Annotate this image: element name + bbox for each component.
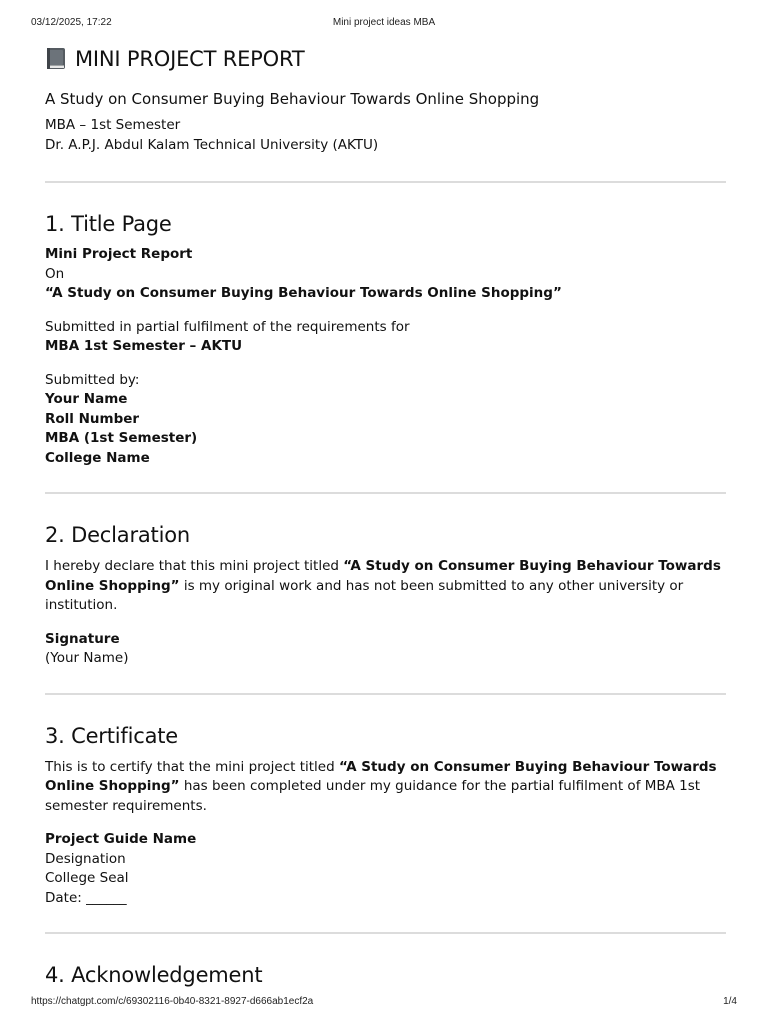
declaration-text-start: I hereby declare that this mini project titled (45, 558, 344, 574)
signature-label: Signature (45, 630, 120, 647)
print-footer (31, 996, 737, 1010)
semester-line: MBA – 1st Semester (45, 117, 181, 133)
print-datetime: 03/12/2025, 17:22 (31, 17, 112, 28)
document-content (45, 43, 726, 989)
print-page-title: Mini project ideas MBA (332, 17, 436, 28)
certificate-text-start: This is to certify that the mini project titled (45, 758, 339, 775)
course-line: MBA 1st Semester – AKTU (45, 338, 243, 354)
title-page-line1: Mini Project Report (45, 246, 193, 262)
divider (45, 492, 726, 494)
title-page-line2: On (45, 265, 65, 282)
name-line: Your Name (45, 391, 128, 407)
guide-designation: Designation (45, 850, 126, 867)
submitted-by-label: Submitted by: (45, 371, 140, 388)
signature-block (45, 630, 726, 669)
guide-block (45, 830, 726, 908)
divider (45, 181, 726, 183)
divider (45, 932, 726, 934)
roll-line: Roll Number (45, 410, 140, 427)
declaration-project-title: “A Study on Consumer Buying Behaviour Towards Online Shopping” (45, 558, 721, 594)
section-heading-acknowledgement: 4. Acknowledgement (45, 963, 263, 987)
college-seal: College Seal (45, 870, 129, 886)
print-url: https://chatgpt.com/c/69302116-0b40-8321-8927-d666ab1ecf2a (31, 996, 314, 1007)
certificate-date: Date: ______ (45, 889, 127, 906)
print-page-number: 1/4 (723, 996, 737, 1007)
book-icon (45, 47, 67, 71)
university-line: Dr. A.P.J. Abdul Kalam Technical University (AKTU) (45, 136, 379, 153)
guide-name: Project Guide Name (45, 831, 197, 847)
certificate-text (45, 758, 726, 817)
signature-name: (Your Name) (45, 650, 129, 666)
section-heading-declaration: 2. Declaration (45, 523, 190, 547)
title-page-block (45, 245, 726, 304)
document-title (45, 43, 726, 75)
section-heading-certificate: 3. Certificate (45, 723, 178, 748)
submitted-for-line: Submitted in partial fulfilment of the requirements for (45, 318, 410, 335)
declaration-text (45, 557, 726, 616)
submission-block (45, 318, 726, 357)
college-line: College Name (45, 449, 150, 466)
document-meta (45, 116, 726, 155)
declaration-text-end: is my original work and has not been submitted to any other university or institution. (45, 577, 684, 613)
program-line: MBA (1st Semester) (45, 430, 198, 446)
document-subtitle: A Study on Consumer Buying Behaviour Towards Online Shopping (45, 90, 540, 108)
certificate-project-title: “A Study on Consumer Buying Behaviour Towards Online Shopping” (45, 758, 717, 794)
title-page-line3: “A Study on Consumer Buying Behaviour Towards Online Shopping” (45, 285, 562, 301)
section-heading-title-page: 1. Title Page (45, 212, 172, 236)
certificate-text-end: has been completed under my guidance for the partial fulfilment of MBA 1st semester requirements. (45, 778, 701, 814)
document-title-text: MINI PROJECT REPORT (75, 47, 305, 71)
print-header (31, 17, 737, 31)
submitted-by-block (45, 371, 726, 469)
divider (45, 693, 726, 695)
